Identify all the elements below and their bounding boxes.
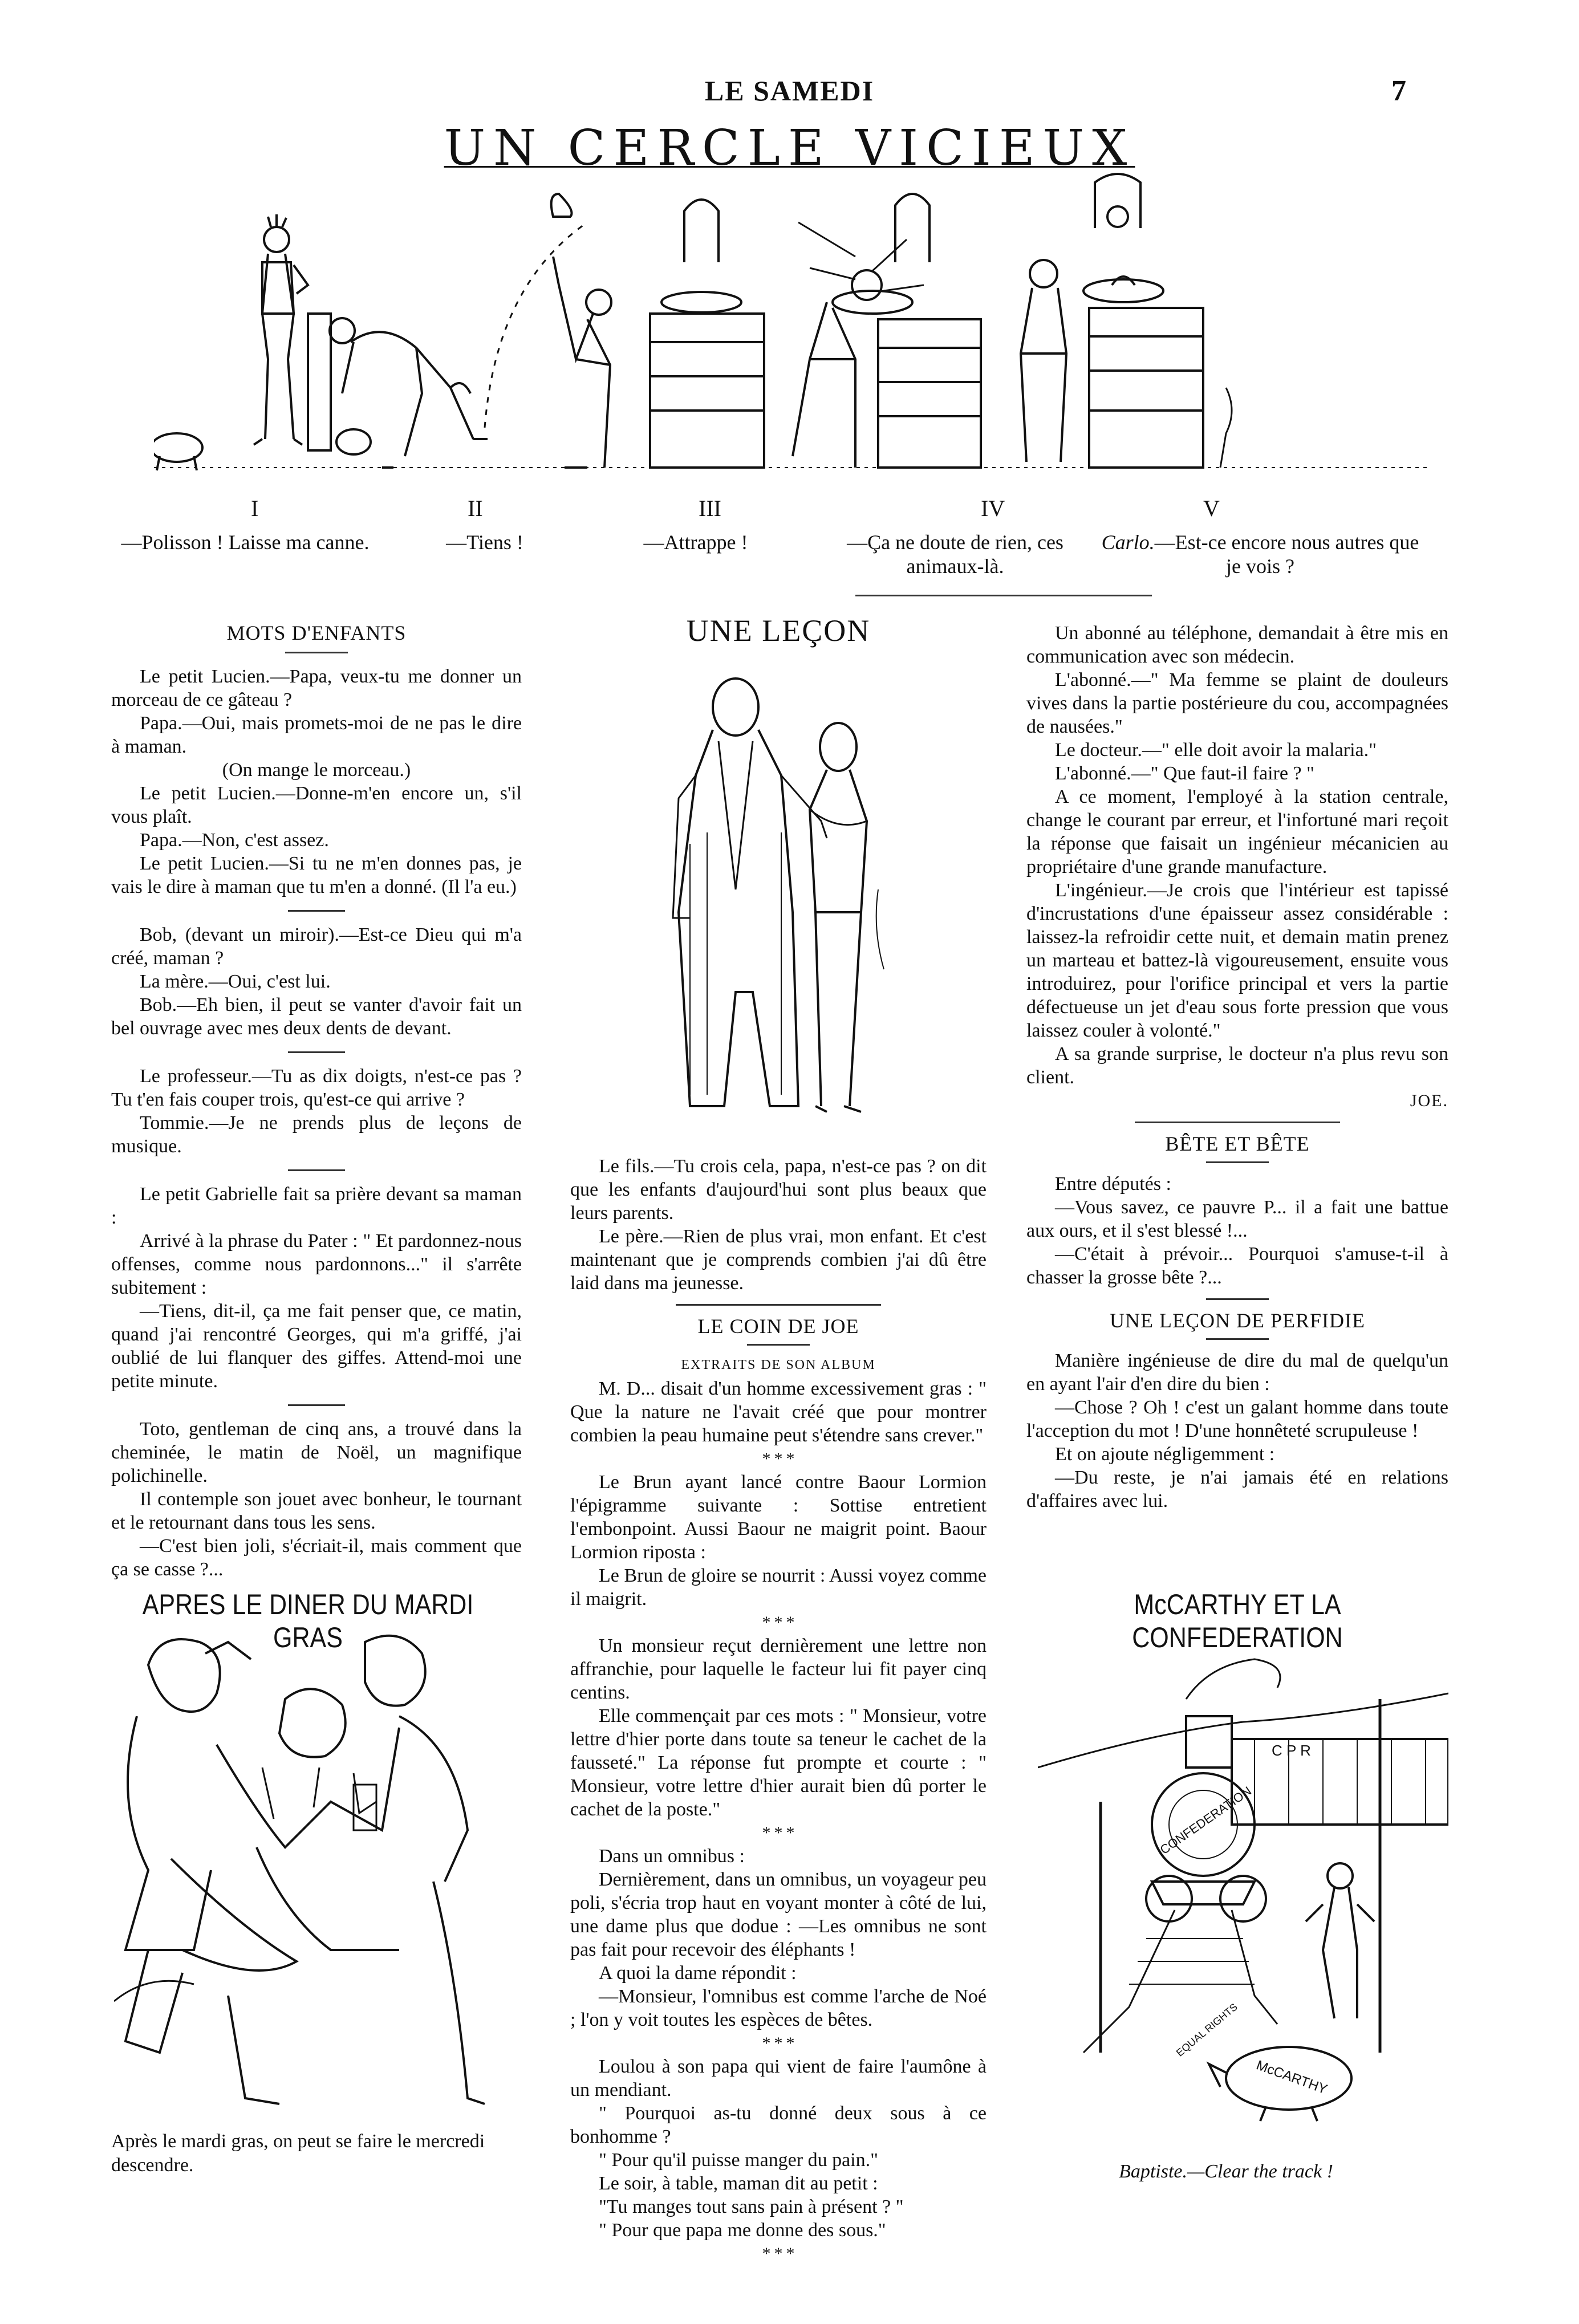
coin-line: " Pourquoi as-tu donné deux sous à ce bonhomme ? (570, 2103, 987, 2147)
comic-strip-illustration (154, 171, 1431, 490)
coin-line: Le soir, à table, maman dit au petit : (599, 2173, 878, 2194)
panel-1-caption: —Polisson ! Laisse ma canne. (121, 531, 370, 554)
mots-line: La mère.—Oui, c'est lui. (140, 971, 331, 992)
perfidie-short-rule (1206, 1338, 1269, 1340)
telephone-line: A sa grande surprise, le docteur n'a plus revu son client. (1026, 1043, 1448, 1088)
bete-line: Entre députés : (1055, 1173, 1171, 1194)
telephone-line: L'abonné.—" Ma femme se plaint de douleurs vives dans la partie postérieure du cou, accompagnées de nausées." (1026, 669, 1448, 737)
panel-1-drawing (154, 214, 331, 470)
coin-line: Loulou à son papa qui vient de faire l'aumône à un mendiant. (570, 2056, 987, 2100)
bete-line: —C'était à prévoir... Pourquoi s'amuse-t-il à chasser la grosse bête ?... (1026, 1244, 1448, 1288)
column-2 (570, 1155, 987, 2265)
mots-line: Papa.—Non, c'est assez. (140, 830, 329, 851)
mots-line: Bob.—Eh bien, il peut se vanter d'avoir fait un bel ouvrage avec mes deux dents de devant. (111, 994, 522, 1039)
coin-line: Un monsieur reçut dernièrement une lettre non affranchie, pour laquelle le facteur lui fit payer cinq centins. (570, 1635, 987, 1703)
perfidie-line: —Chose ? Oh ! c'est un galant homme dans toute l'acception du mot ! D'une honnêteté scrupuleuse ! (1026, 1397, 1448, 1441)
telephone-line: A ce moment, l'employé à la station centrale, change le courant par erreur, et l'infortuné mari reçoit la réponse que faisait un ingénieur mécanicien au propriétaire d'une grande manufacture. (1026, 786, 1448, 877)
telephone-line: L'ingénieur.—Je crois que l'intérieur est tapissé d'incrustations d'une épaisseur assez considérable : laissez-la refroidir cette nuit, et demain matin prenez un marteau et battez-là vigoureusement, ensuite vous introduirez, pour l'orifice principal et vers la partie défectueuse un jet d'eau sous forte pression que vous laissez couler à volonté." (1026, 880, 1448, 1041)
coin-line: Dernièrement, dans un omnibus, un voyageur peu poli, s'écria trop haut en voyant monter à côté de lui, une dame plus que dodue : —Les omnibus ne sont pas fait pour recevoir des éléphants ! (570, 1869, 987, 1960)
bete-rule (1135, 1122, 1340, 1123)
perfidie-line: —Du reste, je n'ai jamais été en relations d'affaires avec lui. (1026, 1467, 1448, 1512)
panel-2-number: II (468, 495, 483, 521)
mots-line: Tommie.—Je ne prends plus de leçons de musique. (111, 1112, 522, 1157)
stars-separator: * * * (762, 1613, 795, 1632)
bete-short-rule (1206, 1161, 1269, 1163)
strip-divider (855, 595, 1152, 596)
mots-title: MOTS D'ENFANTS (226, 621, 407, 644)
engine-label: CONFEDERATION (1157, 1783, 1254, 1858)
panel-5-number: V (1203, 495, 1220, 521)
panel-4-caption: —Ça ne doute de rien, ces animaux-là. (847, 531, 1064, 578)
apres-title: APRES LE DINER DU MARDI GRAS (142, 1588, 474, 1653)
panel-2-caption: —Tiens ! (446, 531, 523, 554)
panel-5-caption (1101, 530, 1420, 578)
column-1 (111, 621, 522, 1581)
mots-separator (288, 1404, 345, 1406)
coin-line: A quoi la dame répondit : (599, 1963, 797, 1984)
mots-separator (288, 1051, 345, 1053)
coin-line: " Pour qu'il puisse manger du pain." (599, 2150, 878, 2171)
mots-line: Toto, gentleman de cinq ans, a trouvé dans la cheminée, le matin de Noël, un magnifique polichinelle. (111, 1419, 522, 1486)
page-number: 7 (1391, 75, 1406, 107)
mots-line: Le petit Lucien.—Donne-m'en encore un, s'il vous plaît. (111, 783, 522, 827)
mots-line: Le petit Lucien.—Si tu ne m'en donnes pas, je vais le dire à maman que tu m'en a donné. (Il l'a eu.) (111, 853, 522, 897)
mots-line: Le petit Gabrielle fait sa prière devant sa maman : (111, 1184, 522, 1228)
panel-3-number: III (699, 495, 721, 521)
panel-2-drawing (330, 318, 488, 468)
masthead-title: LE SAMEDI (704, 75, 875, 107)
perfidie-rule (1206, 1298, 1269, 1300)
panel-5-drawing (1021, 174, 1232, 468)
stars-separator: * * * (762, 1449, 795, 1468)
coin-line: Le Brun de gloire se nourrit : Aussi voyez comme il maigrit. (570, 1565, 987, 1610)
perfidie-line: Manière ingénieuse de dire du mal de quelqu'un en ayant l'air d'en dire du bien : (1026, 1350, 1448, 1395)
mardi-gras-illustration (114, 1631, 525, 2115)
panel-4-drawing (793, 194, 981, 468)
pig-label: McCARTHY (1254, 2057, 1330, 2098)
mots-rule (285, 652, 348, 653)
coin-line: Elle commençait par ces mots : " Monsieur, votre lettre d'hier porte dans toute sa teneur le cachet de la fausseté." La réponse fut prompte et courte : " Monsieur, votre lettre d'hier aurait bien dû porter le cachet de la poste." (570, 1705, 987, 1820)
bete-title: BÊTE ET BÊTE (1165, 1132, 1310, 1155)
telephone-line: Le docteur.—" elle doit avoir la malaria." (1055, 740, 1377, 761)
perfidie-title: UNE LEÇON DE PERFIDIE (1110, 1309, 1365, 1332)
coin-line: "Tu manges tout sans pain à présent ? " (599, 2196, 904, 2217)
bete-line: —Vous savez, ce pauvre P... il a fait une battue aux ours, et il s'est blessé !... (1026, 1197, 1448, 1241)
telephone-line: L'abonné.—" Que faut-il faire ? " (1055, 763, 1314, 784)
coin-short-rule (747, 1344, 810, 1346)
coin-line: " Pour que papa me donne des sous." (599, 2220, 886, 2241)
mots-line: —C'est bien joli, s'écriait-il, mais comment que ça se casse ?... (111, 1535, 522, 1580)
stars-separator: * * * (762, 1823, 795, 1842)
coin-subtitle: EXTRAITS DE SON ALBUM (681, 1358, 876, 1372)
stars-separator: * * * (762, 2244, 795, 2263)
mots-line: Bob, (devant un miroir).—Est-ce Dieu qui m'a créé, maman ? (111, 924, 522, 969)
coin-line: M. D... disait d'un homme excessivement gras : " Que la nature ne l'avait créé que pour montrer combien la peau humaine peut s'étendre sans crever." (570, 1378, 987, 1446)
mots-line: Le petit Lucien.—Papa, veux-tu me donner un morceau de ce gâteau ? (111, 666, 522, 710)
mccarthy-illustration (1038, 1653, 1448, 2127)
coin-line: Le Brun ayant lancé contre Baour Lormion l'épigramme suivante : Sottise entretient l'embonpoint. Aussi Baour ne maigrit point. Baour Lormion riposta : (570, 1472, 987, 1563)
strip-title: UN CERCLE VICIEUX (444, 120, 1135, 177)
panel-3-drawing (485, 194, 764, 468)
column-3 (1026, 621, 1448, 1513)
lecon-line: Le père.—Rien de plus vrai, mon enfant. Et c'est maintenant que je comprends combien j'ai dû être laid dans ma jeunesse. (570, 1226, 987, 1294)
coin-line: —Monsieur, l'omnibus est comme l'arche de Noé ; l'on y voit toutes les espèces de bêtes. (570, 1986, 987, 2030)
coin-line: Dans un omnibus : (599, 1846, 745, 1867)
mccarthy-caption: Baptiste.—Clear the track ! (1119, 2161, 1333, 2182)
panel-4-number: IV (981, 495, 1005, 521)
panel-3-caption: —Attrappe ! (643, 531, 748, 554)
mots-line: Arrivé à la phrase du Pater : " Et pardonnez-nous offenses, comme nous pardonnons..." il s'arrête subitement : (111, 1230, 522, 1298)
signature: JOE. (1410, 1091, 1448, 1110)
mots-line: Le professeur.—Tu as dix doigts, n'est-ce pas ? Tu t'en fais couper trois, qu'est-ce qui arrive ? (111, 1066, 522, 1110)
mots-line: Papa.—Oui, mais promets-moi de ne pas le dire à maman. (111, 713, 522, 757)
lecon-illustration (656, 673, 895, 1129)
mots-line: —Tiens, dit-il, ça me fait penser que, ce matin, quand j'ai rencontré Georges, qui m'a griffé, j'ai oublié de lui flanquer des giffes. Attend-moi une petite minute. (111, 1301, 522, 1392)
mots-line: (On mange le morceau.) (222, 759, 411, 781)
coin-rule (676, 1304, 881, 1306)
perfidie-line: Et on ajoute négligemment : (1055, 1444, 1275, 1465)
lecon-line: Le fils.—Tu crois cela, papa, n'est-ce pas ? on dit que les enfants d'aujourd'hui sont plus beaux que leurs parents. (570, 1156, 987, 1224)
coin-title: LE COIN DE JOE (697, 1315, 859, 1338)
apres-caption: Après le mardi gras, on peut se faire le mercredi descendre. (111, 2131, 485, 2176)
stars-separator: * * * (762, 2034, 795, 2053)
mccarthy-title: McCARTHY ET LA CONFEDERATION (1132, 1588, 1343, 1653)
mots-separator (288, 910, 345, 912)
panel-5-speaker: Carlo. (1101, 531, 1155, 554)
panel-5-caption-text: —Est-ce encore nous autres que je vois ? (1154, 531, 1419, 578)
panel-1-number: I (251, 495, 259, 521)
mots-line: Il contemple son jouet avec bonheur, le tournant et le retournant dans tous les sens. (111, 1489, 522, 1533)
tender-label: C P R (1272, 1742, 1311, 1759)
mots-separator (288, 1169, 345, 1171)
telephone-line: Un abonné au téléphone, demandait à être mis en communication avec son médecin. (1026, 623, 1448, 667)
track-label: EQUAL RIGHTS (1174, 2001, 1240, 2059)
lecon-title: UNE LEÇON (686, 613, 871, 648)
